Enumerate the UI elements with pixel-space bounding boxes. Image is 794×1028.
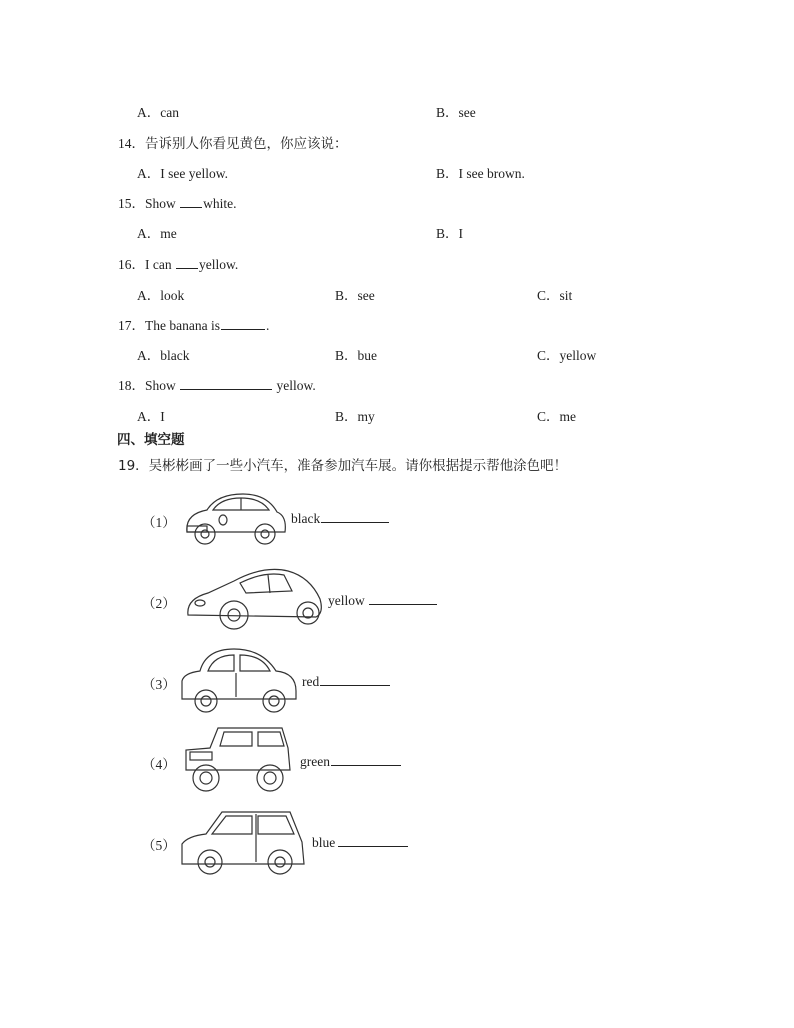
car-3-compact-icon [178,645,300,715]
q18-answer-blank [180,388,272,390]
q16-option-b: B．see [335,288,375,303]
q13-option-b: B．see [436,105,476,120]
q18-stem-end: yellow. [273,378,316,393]
car-1-number: （1） [142,515,176,530]
q17-option-a: A．black [137,348,190,363]
car-3-color-name: red [302,674,320,689]
car-3-answer-blank [320,684,390,686]
q17-answer-blank [221,328,265,330]
car-4-jeep-icon [180,724,294,794]
car-2-color [328,593,438,609]
q18-option-c: C．me [537,409,576,424]
car-3-color [302,674,391,690]
car-5-color [312,835,409,851]
car-4-number: （4） [142,757,176,772]
car-3-number: （3） [142,677,176,692]
q17-stem-text: 17．The banana is [118,318,220,333]
car-1-beetle-icon [181,490,289,548]
car-5-hatchback-icon [178,806,308,878]
q18-stem [118,374,316,394]
q18-stem-text: 18．Show [118,378,180,393]
car-1-color [291,511,390,527]
q17-option-b: B．bue [335,348,377,363]
q15-answer-blank [180,206,202,208]
q18-option-b: B．my [335,409,375,424]
car-1-answer-blank [321,521,389,523]
q13-option-a: A．can [137,105,179,120]
car-1-color-name: black [291,511,321,526]
q14-option-a: A．I see yellow. [137,166,228,181]
q14-stem: 14．告诉别人你看见黄色，你应该说： [118,136,348,151]
q14-option-b: B．I see brown. [436,166,525,181]
car-5-number: （5） [142,838,176,853]
q15-option-a: A．me [137,226,177,241]
q15-stem [118,192,237,212]
car-5-answer-blank [338,845,408,847]
q17-stem-end: . [265,318,270,333]
section-title: 四、填空题 [117,432,185,448]
car-4-answer-blank [331,764,401,766]
car-2-number: （2） [142,596,176,611]
q17-stem [118,314,269,334]
car-4-color [300,754,402,770]
car-2-sedan-icon [184,563,326,635]
q15-option-b: B．I [436,226,463,241]
q16-stem-end: yellow. [198,257,239,272]
q16-stem-text: 16．I can [118,257,175,272]
q16-option-a: A．look [137,288,185,303]
q15-stem-end: white. [203,196,237,211]
q17-option-c: C．yellow [537,348,597,363]
car-4-color-name: green [300,754,330,769]
car-2-answer-blank [369,603,437,605]
q16-answer-blank [176,267,198,269]
q19-stem: 19．吴彬彬画了一些小汽车，准备参加汽车展。请你根据提示帮他涂色吧！ [118,458,568,474]
q18-option-a: A．I [137,409,165,424]
car-2-color-name: yellow [328,593,365,608]
q16-stem [118,253,238,273]
q16-option-c: C．sit [537,288,573,303]
q15-stem-text: 15．Show [118,196,180,211]
car-5-color-name: blue [312,835,336,850]
